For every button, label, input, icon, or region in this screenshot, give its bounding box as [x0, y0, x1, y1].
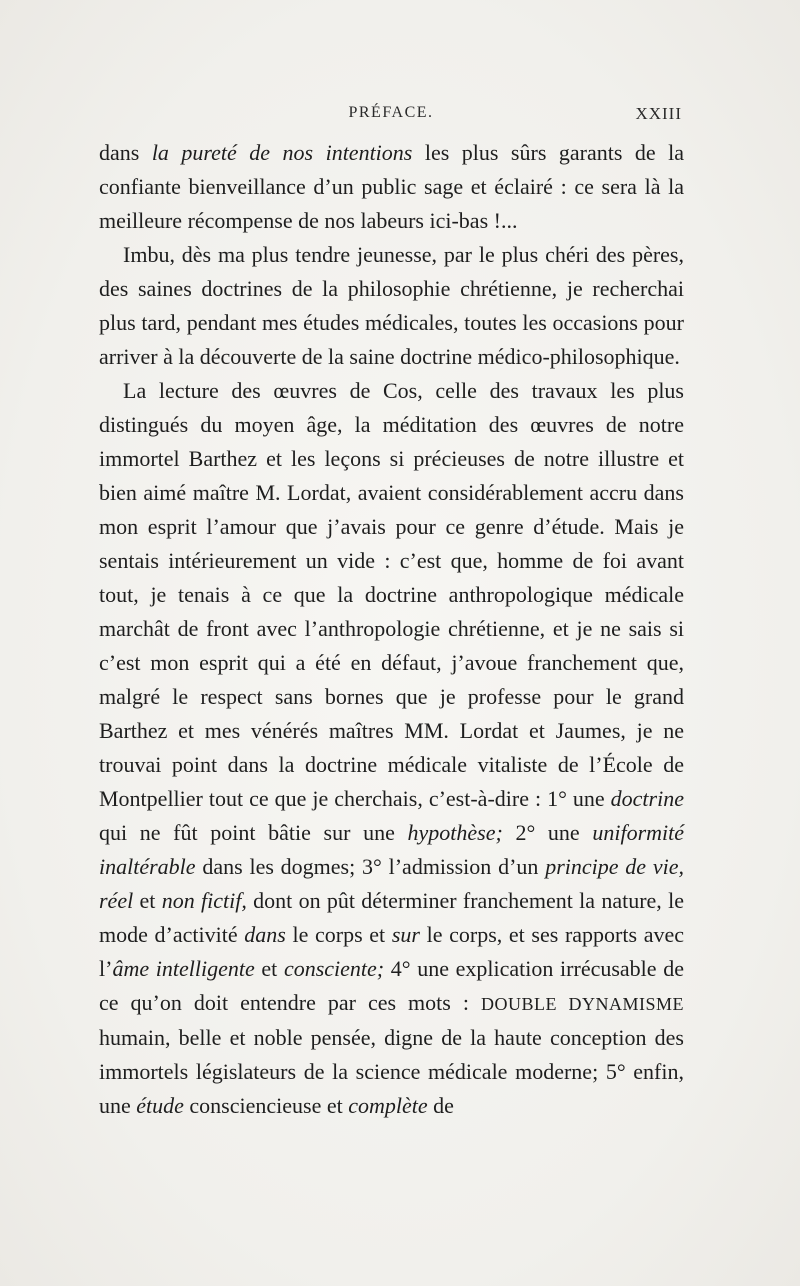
italic-text: complète [348, 1093, 428, 1118]
text-run: 4° une explication irrécusable de ce qu’on doit entendre par ces mots : [99, 956, 684, 1015]
text-run: dans les dogmes; 3° l’admission d’un [195, 854, 546, 879]
italic-text: uniformité inaltérable [99, 820, 685, 879]
italic-text: consciente; [283, 956, 385, 981]
text-run: et [133, 888, 162, 913]
paragraph [99, 136, 684, 238]
text-run: 2° une [502, 820, 593, 845]
running-title: PRÉFACE. [348, 104, 434, 121]
italic-text: âme intelligente [112, 956, 255, 981]
italic-text: étude [136, 1093, 184, 1118]
text-run: dont on pût déterminer franchement la nature, le mode d’activité [99, 888, 684, 947]
text-run: et [254, 956, 284, 981]
italic-text: sur [391, 922, 420, 947]
body-text [99, 136, 684, 1123]
text-run: de [427, 1093, 454, 1118]
text-run: La lecture des œuvres de Cos, celle des travaux les plus distingués du moyen âge, la méditation des œuvres de notre immortel Barthez et les leçons si précieuses de notre illustre et bien aimé maître M. Lordat, avaient considérablement accru dans mon esprit l’amour que j’avais pour ce genre d’étude. Mais je sentais intérieurement un vide : c’est que, homme de foi avant tout, je tenais à ce que la doctrine anthropologique médicale marchât de front avec l’anthropologie chrétienne, et je ne sais si c’est mon esprit qui a été en défaut, j’avoue franchement que, malgré le respect sans bornes que je professe pour le grand Barthez et mes vénérés maîtres MM. Lordat et Jaumes, je ne trouvai point dans la doctrine médicale vitaliste de l’École de Montpellier tout ce que je cherchais, c’est-à-dire : 1° une [99, 378, 684, 811]
running-head [100, 100, 682, 130]
text-run: humain, belle et noble pensée, digne de la haute conception des immortels législateurs de la science médicale moderne; 5° enfin, une [99, 1025, 684, 1118]
page-number: XXIII [635, 104, 682, 123]
paragraph [99, 238, 684, 374]
italic-text: non fictif, [161, 888, 247, 913]
italic-text: la pureté de nos intentions [151, 140, 413, 165]
text-run: dans [99, 140, 152, 165]
text-run: les plus sûrs garants de la confiante bienveillance d’un public sage et éclairé : ce sera là la meilleure récompense de nos labeurs ici-bas !... [99, 140, 684, 233]
text-run: le corps, et ses rapports avec l’ [99, 922, 684, 981]
italic-text: hypothèse; [407, 820, 503, 845]
italic-text: principe de vie, réel [99, 854, 684, 913]
paragraph [99, 374, 684, 1123]
small-caps-text: DOUBLE DYNAMISME [480, 994, 684, 1014]
text-run: Imbu, dès ma plus tendre jeunesse, par le plus chéri des pères, des saines doctrines de la philosophie chrétienne, je recherchai plus tard, pendant mes études médicales, toutes les occasions pour arriver à la découverte de la saine doctrine médico-philosophique. [99, 242, 684, 369]
text-run: qui ne fût point bâtie sur une [99, 820, 408, 845]
italic-text: dans [244, 922, 286, 947]
text-run: consciencieuse et [183, 1093, 349, 1118]
text-run: le corps et [285, 922, 392, 947]
italic-text: doctrine [610, 786, 684, 811]
